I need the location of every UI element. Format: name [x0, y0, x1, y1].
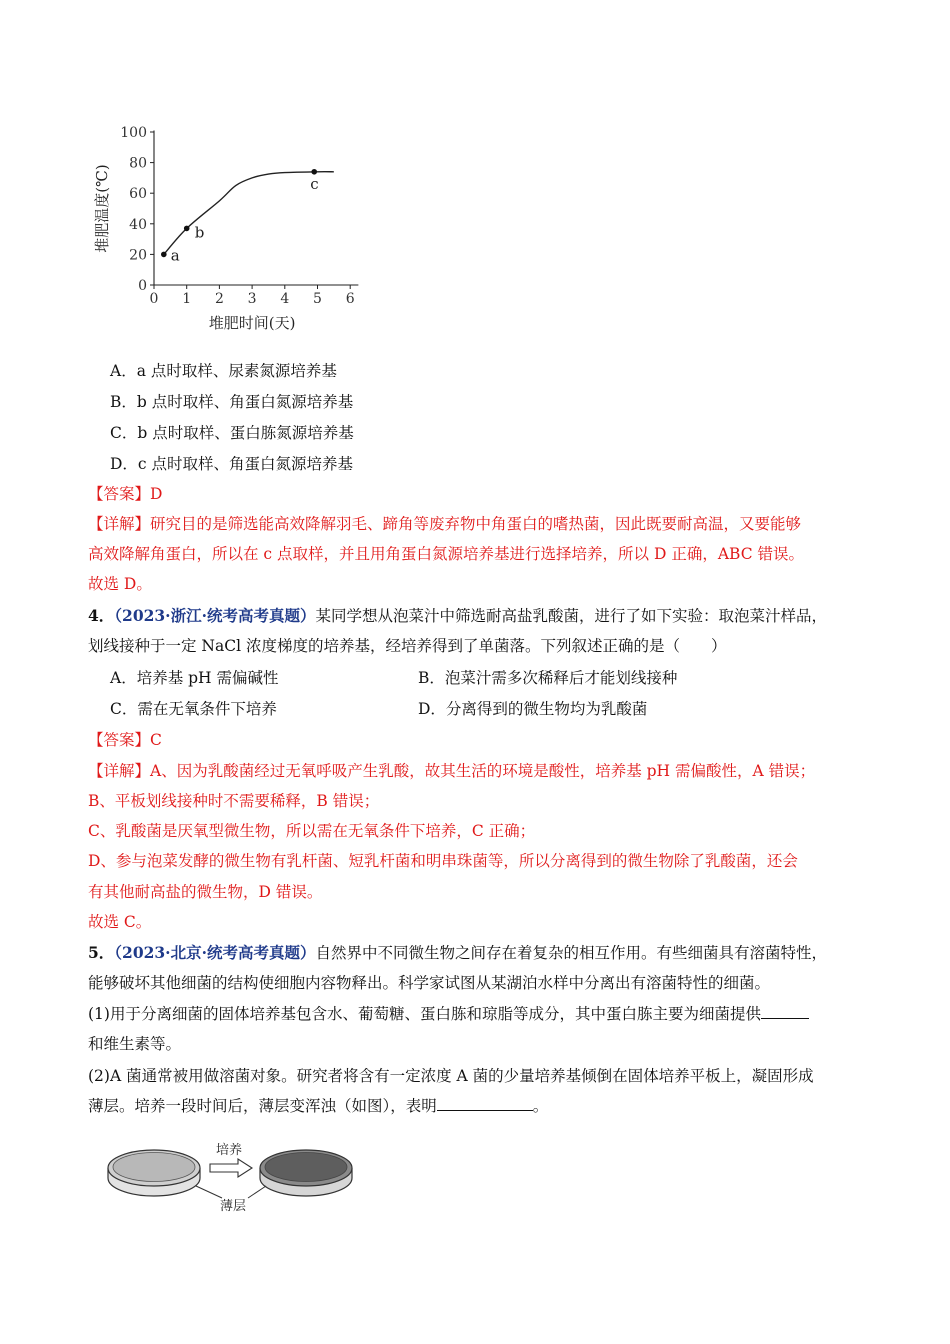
- q4-detail-line-5: 有其他耐高盐的微生物，D 错误。: [88, 883, 323, 901]
- q5-sub2-line-2: [88, 1095, 868, 1117]
- dish-before: [108, 1150, 200, 1196]
- q3-detail-line-2: 高效降解角蛋白，所以在 c 点取样，并且用角蛋白氮源培养基进行选择培养，所以 D 正确，ABC 错误。: [88, 545, 804, 563]
- q4-number: 4．: [88, 606, 115, 625]
- q4-stem-text: 某同学想从泡菜汁中筛选耐高盐乳酸菌，进行了如下实验：取泡菜汁样品，: [315, 607, 827, 625]
- y-tick-label: 20: [129, 247, 147, 264]
- q3-option-b: B．b 点时取样、角蛋白氮源培养基: [110, 393, 354, 411]
- y-tick-label: 80: [129, 155, 147, 172]
- detail-tag: 【详解】: [88, 762, 151, 780]
- q5-sub2-period: 。: [532, 1097, 549, 1115]
- point-a: [161, 252, 167, 258]
- answer-blank[interactable]: [761, 1003, 809, 1019]
- chart-svg: [90, 118, 370, 340]
- q5-sub1-text: (1)用于分离细菌的固体培养基包含水、葡萄糖、蛋白胨和琼脂等成分，其中蛋白胨主要为细菌提供: [88, 1005, 761, 1023]
- figure-arrow-label: 培养: [216, 1143, 243, 1158]
- q4-detail-line-4: D、参与泡菜发酵的微生物有乳杆菌、短乳杆菌和明串珠菌等，所以分离得到的微生物除了乳酸菌，还会: [88, 852, 798, 870]
- q3-answer: 【答案】D: [88, 485, 163, 503]
- q4-option-c: C．需在无氧条件下培养: [110, 700, 277, 718]
- compost-temperature-chart: [90, 118, 370, 340]
- q5-sub2-line-1: (2)A 菌通常被用做溶菌对象。研究者将含有一定浓度 A 菌的少量培养基倾倒在固体培养平板上，凝固形成: [88, 1067, 814, 1085]
- detail-text: 研究目的是筛选能高效降解羽毛、蹄角等废弃物中角蛋白的嗜热菌，因此既要耐高温，又要能够: [150, 515, 802, 533]
- q5-stem-text: 自然界中不同微生物之间存在着复杂的相互作用。有些细菌具有溶菌特性，: [315, 944, 827, 962]
- q4-stem-line-1: [88, 605, 868, 627]
- temperature-curve: [164, 172, 334, 255]
- detail-tag: 【详解】: [88, 515, 151, 533]
- q5-sub1-line-1: [88, 1003, 868, 1025]
- y-tick-label: 0: [138, 278, 147, 294]
- y-tick-label: 60: [129, 186, 147, 203]
- point-c: [311, 169, 317, 175]
- point-label-a: a: [170, 246, 180, 265]
- q5-source: （2023·北京·统考高考真题）: [114, 943, 316, 962]
- q5-number: 5．: [88, 943, 115, 962]
- petri-dish-figure: [100, 1138, 390, 1216]
- q4-detail-line-2: B、平板划线接种时不需要稀释，B 错误；: [88, 792, 380, 810]
- answer-blank[interactable]: [437, 1095, 533, 1111]
- detail-text: A、因为乳酸菌经过无氧呼吸产生乳酸，故其生活的环境是酸性，培养基 pH 需偏酸性，A 错误；: [150, 762, 816, 780]
- dish-after: [260, 1150, 352, 1196]
- q4-option-b: B．泡菜汁需多次稀释后才能划线接种: [418, 669, 678, 687]
- y-axis-label: 堆肥温度(℃): [93, 164, 111, 253]
- q3-option-c: C．b 点时取样、蛋白胨氮源培养基: [110, 424, 354, 442]
- pointer-line: [196, 1186, 222, 1198]
- x-tick-label: 6: [345, 291, 355, 307]
- q4-source: （2023·浙江·统考高考真题）: [114, 606, 316, 625]
- q3-conclusion: 故选 D。: [88, 575, 152, 593]
- q4-option-d: D．分离得到的微生物均为乳酸菌: [418, 700, 648, 718]
- q5-sub2-text: 薄层。培养一段时间后，薄层变浑浊（如图），表明: [88, 1097, 437, 1115]
- q3-detail-line-1: [88, 513, 868, 535]
- point-label-c: c: [310, 174, 319, 193]
- point-b: [184, 226, 190, 232]
- petri-dish-svg: [100, 1138, 390, 1216]
- q5-stem-line-1: [88, 942, 868, 964]
- q4-stem-line-2: 划线接种于一定 NaCl 浓度梯度的培养基，经培养得到了单菌落。下列叙述正确的是（ ）: [88, 637, 727, 655]
- q5-sub1-line-2: 和维生素等。: [88, 1035, 182, 1053]
- q3-option-a: A．a 点时取样、尿素氮源培养基: [110, 362, 337, 380]
- figure-layer-label: 薄层: [220, 1199, 247, 1214]
- x-tick-label: 3: [247, 291, 257, 307]
- arrow-icon: [210, 1159, 252, 1177]
- q4-answer: 【答案】C: [88, 731, 162, 749]
- y-tick-label: 100: [120, 125, 147, 141]
- x-tick-label: 1: [182, 291, 192, 307]
- x-tick-label: 0: [149, 291, 159, 307]
- q4-detail-line-1: [88, 760, 868, 782]
- x-axis-label: 堆肥时间(天): [208, 314, 296, 332]
- q3-option-d: D．c 点时取样、角蛋白氮源培养基: [110, 455, 354, 473]
- q5-stem-line-2: 能够破坏其他细菌的结构使细胞内容物释出。科学家试图从某湖泊水样中分离出有溶菌特性的细菌。: [88, 974, 771, 992]
- pointer-line: [248, 1186, 266, 1198]
- q4-conclusion: 故选 C。: [88, 913, 152, 931]
- q4-detail-line-3: C、乳酸菌是厌氧型微生物，所以需在无氧条件下培养，C 正确；: [88, 822, 536, 840]
- y-tick-label: 40: [129, 216, 147, 233]
- x-tick-label: 4: [280, 291, 290, 307]
- x-tick-label: 5: [313, 291, 322, 307]
- point-label-b: b: [194, 223, 205, 242]
- q4-option-a: A．培养基 pH 需偏碱性: [110, 669, 279, 687]
- x-tick-label: 2: [214, 291, 224, 307]
